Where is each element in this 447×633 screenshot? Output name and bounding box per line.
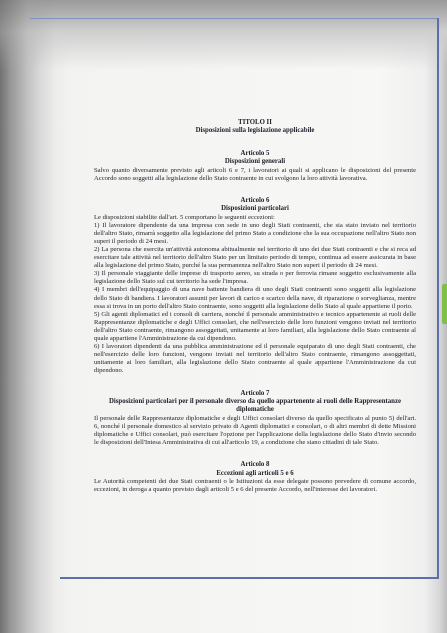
article-7-heading: Disposizioni particolari per il personale diverso da quello appartenente ai ruoli delle Rappresentanze diplomatiche bbox=[108, 397, 401, 414]
article-6-item-4: 4) I membri dell'equipaggio di una nave battente bandiera di uno degli Stati contraenti sono soggetti alla legislazione dello Stato di bandiera. I lavoratori assunti per lavori di carico e scarico della nave, di riparazione o sorveglianza, mentre essa si trova in un porto dell'altro Stato contraente, sono soggetti alla legislazione dello Stato al quale appartiene il porto. bbox=[94, 286, 416, 310]
article-7-number: Articolo 7 bbox=[240, 389, 270, 397]
article-6-heading: Disposizioni particolari bbox=[221, 205, 289, 213]
binding-shadow bbox=[0, 0, 55, 633]
article-8-paragraph: Le Autorità competenti dei due Stati contraenti o le Istituzioni da esse delegate possono prevedere di comune accordo, eccezioni, in deroga a quanto previsto dagli articoli 5 e 6 del presente Accordo, nell'interesse dei lavoratori. bbox=[94, 477, 416, 493]
article-5-number: Articolo 5 bbox=[240, 149, 270, 157]
article-6-number: Articolo 6 bbox=[240, 196, 270, 204]
page-border-right bbox=[437, 18, 439, 578]
article-6-item-6: 6) I lavoratori dipendenti da una pubblica amministrazione ed il personale equiparato di uno degli Stati contraenti, che nell'esercizio delle loro funzioni, vengono inviati nel territorio dell'altro Stato contraente, rimangono assoggettati, unitamente ai loro familiari, alla legislazione dello Stato contraente al quale appartiene l'Amministrazione da cui dipendono. bbox=[94, 343, 416, 375]
title-text: Disposizioni sulla legislazione applicabile bbox=[195, 127, 315, 135]
title-number: TITOLO II bbox=[238, 119, 272, 126]
page-border-top bbox=[30, 18, 439, 19]
page-border-bottom bbox=[60, 577, 439, 579]
article-6-intro: Le disposizioni stabilite dall'art. 5 comportano le seguenti eccezioni: bbox=[94, 213, 275, 221]
article-8-heading: Eccezioni agli articoli 5 e 6 bbox=[216, 469, 294, 477]
article-6-item-5: 5) Gli agenti diplomatici ed i consoli di carriera, nonché il personale amministrativo e tecnico appartenente ai ruoli delle Rappresentanze diplomatiche e degli Uffici consolari, che nell'esercizio delle loro funzioni vengono inviati nel territorio dell'altro Stato contraente, rimangono assoggettati, unitamente ai loro familiari, alla legislazione dello Stato contraente al quale appartiene l'Amministrazione da cui dipendono. bbox=[94, 310, 416, 343]
article-8-number: Articolo 8 bbox=[240, 461, 270, 469]
article-5-paragraph: Salvo quanto diversamente previsto agli articoli 6 e 7, i lavoratori ai quali si applicano le disposizioni del presente Accordo sono soggetti alla legislazione dello Stato contraente in cui svolgono la loro attività lavorativa. bbox=[94, 166, 416, 182]
document-body bbox=[94, 119, 416, 494]
article-6-item-2: 2) La persona che esercita un'attività autonoma abitualmente nel territorio di uno dei due Stati contraenti e che si reca ad esercitare tale attività nel territorio dell'altro Stato per un limitato periodo di tempo, continua ad essere assicurata in base alla legislazione del primo Stato, purché la sua permanenza nell'altro Stato non superi il periodo di 24 mesi. bbox=[94, 246, 416, 270]
article-7-paragraph: Il personale delle Rappresentanze diplomatiche e degli Uffici consolari diverso da quello specificato al punto 5) dell'art. 6, nonché il personale domestico al servizio privato di Agenti diplomatici e consolari, o di altri membri di dette Missioni diplomatiche e Uffici consolari, può esercitare l'opzione per l'applicazione della legislazione dello Stato d'invio secondo le disposizioni dell'Intesa Amministrativa di cui all'articolo 19, a condizione che siano cittadini di tale Stato. bbox=[94, 414, 416, 446]
article-6-item-1: 1) Il lavoratore dipendente da una impresa con sede in uno degli Stati contraenti, che sia stato inviato nel territorio dell'altro Stato, rimarrà soggetto alla legislazione del primo Stato a condizione che la sua occupazione nell'altro Stato non superi il periodo di 24 mesi. bbox=[94, 221, 416, 245]
top-edge-shadow bbox=[0, 0, 447, 70]
page-tab-marker bbox=[442, 284, 447, 324]
article-5-heading: Disposizioni generali bbox=[224, 158, 286, 166]
article-6-item-3: 3) Il personale viaggiante delle imprese di trasporto aereo, su strada o per ferrovia rimane soggetto esclusivamente alla legislazione dello Stato sul cui territorio ha sede l'impresa. bbox=[94, 270, 416, 286]
